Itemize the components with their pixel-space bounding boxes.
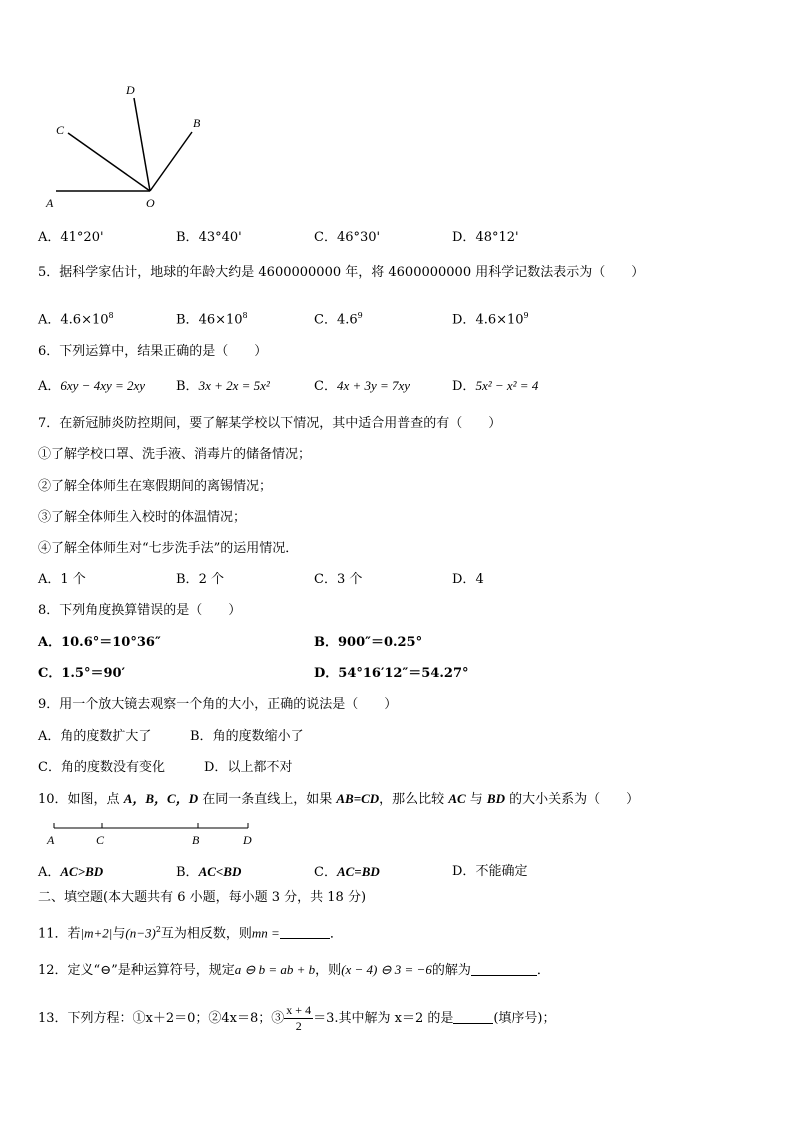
q11-stem: 11．若|m+2|与$(n-3)^2$互为相反数，则mn = ． — [38, 925, 343, 942]
point-label-B: B — [192, 833, 200, 847]
q10-option-d: D．不能确定 — [452, 864, 528, 879]
q12-stem: 12．定义“⊖”是种运算符号，规定a ⊖ b = ab + b，则(x − 4) ⊖ 3 = −6的解为 ． — [38, 962, 550, 978]
label-O: O — [146, 196, 155, 210]
q12-answer-blank[interactable] — [471, 961, 537, 976]
point-label-D: D — [243, 833, 252, 847]
q8-stem: 8．下列角度换算错误的是（ ） — [38, 603, 242, 618]
q7-stem: 7．在新冠肺炎防控期间，要了解某学校以下情况，其中适合用普查的有（ ） — [38, 416, 502, 431]
q4-option-d: D．48°12' — [452, 230, 519, 245]
q6-option-c: C．4x + 3y = 7xy — [314, 378, 411, 394]
q13-fraction: $\frac{x + 4}{2}$ — [286, 1003, 312, 1033]
q8-option-a: A．10.6°＝10°36″ — [38, 635, 161, 650]
point-label-A: A — [47, 833, 55, 847]
q9-option-d: D．以上都不对 — [204, 760, 293, 775]
q8-option-c: C．1.5°＝90′ — [38, 666, 125, 681]
ray-OB — [150, 132, 192, 191]
label-A: A — [46, 196, 54, 210]
label-D: D — [126, 83, 135, 97]
q5-option-d: D．$4.6\times 10^9$ — [452, 311, 529, 328]
q5-option-c: C．$4.6^9$ — [314, 311, 363, 328]
q6-stem: 6．下列运算中，结果正确的是（ ） — [38, 344, 268, 359]
q10-option-c: C．AC=BD — [314, 864, 380, 880]
label-B: B — [193, 116, 201, 130]
q9-option-b: B．角的度数缩小了 — [190, 729, 304, 744]
section-heading-fill-in: 二、填空题(本大题共有 6 小题，每小题 3 分，共 18 分) — [38, 890, 367, 905]
q13-stem: 13．下列方程：①x＋2＝0；②4x＝8；③ $\frac{x + 4}{2}$ ＝3.其中解为 x＝2 的是 (填序号)； — [38, 1003, 556, 1033]
q8-option-d: D．54°16′12″＝54.27° — [314, 666, 469, 681]
q9-option-a: A．角的度数扩大了 — [38, 729, 152, 744]
q6-option-a: A．6xy − 4xy = 2xy — [38, 378, 146, 394]
label-C: C — [56, 123, 65, 137]
q7-option-c: C．3 个 — [314, 572, 363, 587]
q7-item-3: ③了解全体师生入校时的体温情况； — [38, 510, 247, 525]
q13-answer-blank[interactable] — [453, 1009, 493, 1024]
q9-option-c: C．角的度数没有变化 — [38, 760, 165, 775]
q5-option-a: A．$4.6\times 10^8$ — [38, 311, 114, 328]
q8-option-b: B．900″＝0.25° — [314, 635, 423, 650]
q7-option-b: B．2 个 — [176, 572, 224, 587]
q10-option-b: B．AC<BD — [176, 864, 242, 880]
q7-item-1: ①了解学校口罩、洗手液、消毒片的储备情况； — [38, 447, 312, 462]
q4-option-a: A．41°20' — [38, 230, 104, 245]
q7-option-a: A．1 个 — [38, 572, 86, 587]
q4-option-c: C．46°30' — [314, 230, 381, 245]
point-label-C: C — [96, 833, 105, 847]
angle-figure — [40, 80, 220, 215]
q7-option-d: D．4 — [452, 572, 484, 587]
segment-figure — [44, 816, 260, 848]
q10-stem: 10．如图，点 A，B，C，D 在同一条直线上，如果 AB=CD，那么比较 AC 与 BD 的大小关系为（ ） — [38, 791, 640, 807]
q4-option-b: B．43°40' — [176, 230, 242, 245]
q6-option-b: B．3x + 2x = 5x² — [176, 378, 270, 394]
q5-option-b: B．$46\times 10^8$ — [176, 311, 248, 328]
q5-stem: 5．据科学家估计，地球的年龄大约是 4600000000 年，将 4600000000 用科学记数法表示为（ ） — [38, 265, 645, 280]
q11-answer-blank[interactable] — [280, 924, 330, 939]
q9-stem: 9．用一个放大镜去观察一个角的大小，正确的说法是（ ） — [38, 697, 398, 712]
q7-item-4: ④了解全体师生对“七步洗手法”的运用情况． — [38, 541, 299, 556]
ray-OC — [68, 133, 150, 191]
q7-item-2: ②了解全体师生在寒假期间的离锡情况； — [38, 479, 273, 494]
ray-OD — [134, 98, 150, 191]
q10-option-a: A．AC>BD — [38, 864, 104, 880]
q6-option-d: D．5x² − x² = 4 — [452, 378, 539, 394]
